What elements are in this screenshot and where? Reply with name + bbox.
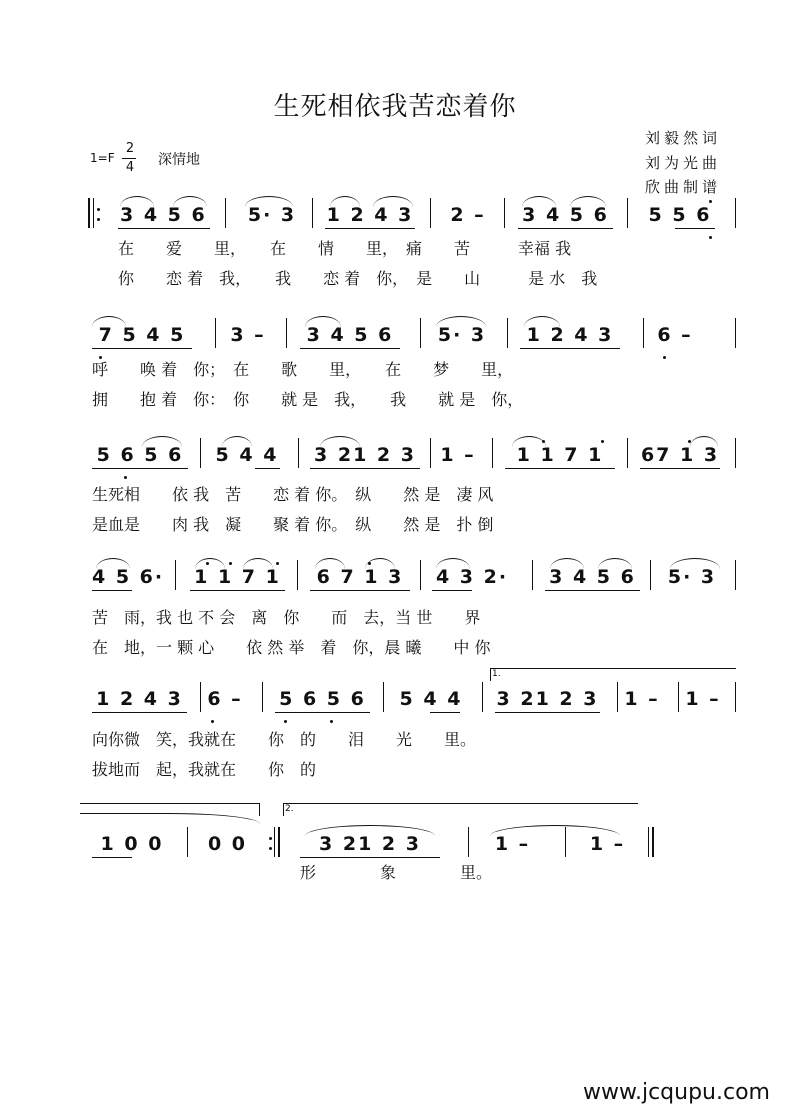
repeat-dot bbox=[97, 208, 100, 211]
lower-octave-dot bbox=[211, 720, 214, 723]
barline bbox=[643, 318, 644, 348]
slur bbox=[80, 813, 260, 824]
barline bbox=[262, 682, 263, 712]
notes-measure: 7 5 4 5 bbox=[98, 324, 186, 346]
notes-measure: 3 4 5 6 bbox=[120, 204, 207, 226]
tempo-marking: 深情地 bbox=[158, 152, 200, 168]
slur bbox=[436, 316, 486, 327]
time-signature-line bbox=[122, 158, 136, 159]
slur bbox=[522, 196, 556, 207]
composer-credit: 刘为光曲 bbox=[645, 154, 722, 172]
beam bbox=[495, 712, 600, 713]
site-watermark: www.jcqupu.com bbox=[583, 1080, 770, 1105]
barline bbox=[735, 438, 736, 468]
notes-measure: 67 1 3 bbox=[640, 444, 720, 466]
barline bbox=[420, 318, 421, 348]
barline bbox=[532, 560, 533, 590]
upper-octave-dot bbox=[368, 562, 371, 565]
upper-octave-dot bbox=[709, 200, 712, 203]
notes-measure: 1 – bbox=[440, 444, 476, 466]
lyric-line-2: 是血是 肉 我 凝 聚 着 你。 纵 然 是 扑 倒 bbox=[92, 515, 494, 534]
notes-measure: 3 4 5 6 bbox=[306, 324, 394, 346]
lyric-line-2: 在 地，一 颗 心 依 然 举 着 你，晨 曦 中 你 bbox=[92, 638, 491, 657]
volta-label: 1. bbox=[492, 669, 501, 679]
slur bbox=[373, 196, 413, 207]
barline bbox=[492, 438, 493, 468]
repeat-dot bbox=[97, 218, 100, 221]
barline bbox=[297, 560, 298, 590]
upper-octave-dot bbox=[276, 562, 279, 565]
notes-measure: 3 4 5 6 bbox=[522, 204, 609, 226]
notes-measure: 6 – bbox=[207, 688, 243, 710]
repeat-end-bar bbox=[278, 827, 280, 857]
beam bbox=[92, 348, 192, 349]
lyric-line-1: 在 爱 里， 在 情 里， 痛 苦 幸福 我 bbox=[118, 239, 572, 258]
beam bbox=[505, 468, 615, 469]
beam bbox=[118, 228, 210, 229]
lower-octave-dot bbox=[330, 720, 333, 723]
time-signature-top: 2 bbox=[125, 141, 135, 156]
slur bbox=[550, 558, 584, 569]
lyric-line-2: 你 恋 着 我， 我 恋 着 你， 是 山 是 水 我 bbox=[118, 269, 598, 288]
barline bbox=[735, 682, 736, 712]
barline bbox=[482, 682, 483, 712]
notes-measure: 4 3 2· bbox=[435, 566, 509, 588]
barline bbox=[735, 318, 736, 348]
slur bbox=[96, 558, 130, 569]
notes-measure: 5 6 5 6 bbox=[96, 444, 184, 466]
barline bbox=[286, 318, 287, 348]
notes-measure: 1 – bbox=[624, 688, 660, 710]
slur bbox=[330, 196, 360, 207]
lower-octave-dot bbox=[663, 356, 666, 359]
barline bbox=[430, 198, 431, 228]
notes-measure: 5 6 5 6 bbox=[279, 688, 366, 710]
notes-measure: 5· 3 bbox=[247, 204, 297, 226]
barline bbox=[420, 560, 421, 590]
notes-measure: 5· 3 bbox=[437, 324, 487, 346]
barline bbox=[215, 318, 216, 348]
time-signature-bottom: 4 bbox=[125, 160, 135, 175]
slur bbox=[142, 436, 182, 447]
notes-measure: 1 – bbox=[685, 688, 721, 710]
upper-octave-dot bbox=[542, 440, 545, 443]
barline bbox=[175, 560, 176, 590]
final-bar bbox=[652, 827, 654, 857]
lyric-line-1: 形 象 里。 bbox=[300, 863, 493, 882]
barline bbox=[648, 827, 649, 857]
notes-measure: 4 5 6· bbox=[92, 566, 165, 588]
notes-measure: 1 2 4 3 bbox=[96, 688, 183, 710]
barline bbox=[735, 560, 736, 590]
barline bbox=[225, 198, 226, 228]
notes-measure: 1 – bbox=[494, 833, 531, 855]
notes-measure: 0 0 bbox=[207, 833, 248, 855]
notes-measure: 3 21 2 3 bbox=[319, 833, 421, 855]
arranger-credit: 欣曲制谱 bbox=[645, 178, 722, 196]
beam bbox=[310, 468, 420, 469]
slur bbox=[598, 558, 632, 569]
beam bbox=[325, 228, 415, 229]
upper-octave-dot bbox=[601, 440, 604, 443]
notes-measure: 6 7 1 3 bbox=[316, 566, 404, 588]
volta-label: 2. bbox=[285, 804, 294, 814]
key-signature: 1=F bbox=[90, 151, 115, 165]
notes-measure: 3 4 5 6 bbox=[549, 566, 636, 588]
barline bbox=[504, 198, 505, 228]
upper-octave-dot bbox=[206, 562, 209, 565]
notes-measure: 6 – bbox=[657, 324, 693, 346]
barline bbox=[200, 682, 201, 712]
lower-octave-dot bbox=[709, 236, 712, 239]
beam bbox=[300, 857, 440, 858]
beam bbox=[432, 590, 472, 591]
repeat-start-bar bbox=[88, 198, 90, 228]
notes-measure: 1 2 4 3 bbox=[326, 204, 414, 226]
barline bbox=[274, 827, 275, 857]
slur bbox=[243, 558, 273, 569]
barline bbox=[298, 438, 299, 468]
barline bbox=[200, 438, 201, 468]
barline bbox=[187, 827, 188, 857]
slur bbox=[222, 436, 252, 447]
barline bbox=[468, 827, 469, 857]
notes-measure: 5 4 4 bbox=[399, 688, 463, 710]
upper-octave-dot bbox=[688, 440, 691, 443]
song-title: 生死相依我苦恋着你 bbox=[273, 92, 517, 122]
lyric-line-1: 生死相 依 我 苦 恋 着 你。 纵 然 是 凄 风 bbox=[92, 485, 494, 504]
notes-measure: 5· 3 bbox=[667, 566, 717, 588]
slur bbox=[524, 316, 560, 327]
barline bbox=[617, 682, 618, 712]
notes-measure: 3 21 2 3 bbox=[314, 444, 416, 466]
beam bbox=[92, 857, 132, 858]
barline bbox=[93, 198, 94, 228]
slur bbox=[436, 558, 470, 569]
upper-octave-dot bbox=[229, 562, 232, 565]
lyric-line-1: 向你微 笑，我就在 你 的 泪 光 里。 bbox=[92, 730, 477, 749]
slur bbox=[670, 558, 720, 569]
lower-octave-dot bbox=[124, 476, 127, 479]
repeat-dot bbox=[269, 837, 272, 840]
beam bbox=[518, 228, 613, 229]
notes-measure: 2 – bbox=[450, 204, 486, 226]
slur bbox=[320, 436, 360, 447]
beam bbox=[190, 590, 285, 591]
slur bbox=[305, 316, 341, 327]
slur bbox=[120, 196, 154, 207]
beam bbox=[255, 468, 280, 469]
slur bbox=[490, 825, 620, 836]
barline bbox=[383, 682, 384, 712]
lower-octave-dot bbox=[284, 720, 287, 723]
notes-measure: 5 4 4 bbox=[215, 444, 279, 466]
barline bbox=[312, 198, 313, 228]
barline bbox=[507, 318, 508, 348]
beam bbox=[640, 468, 720, 469]
slur bbox=[512, 436, 546, 447]
beam bbox=[275, 712, 370, 713]
barline bbox=[735, 198, 736, 228]
barline bbox=[627, 438, 628, 468]
lyric-line-1: 苦 雨，我 也 不 会 离 你 而 去，当 世 界 bbox=[92, 608, 481, 627]
beam bbox=[675, 228, 715, 229]
lyric-line-1: 呼 唤 着 你； 在 歌 里， 在 梦 里， bbox=[92, 360, 514, 379]
slur bbox=[690, 436, 718, 447]
beam bbox=[300, 348, 400, 349]
notes-measure: 1 0 0 bbox=[100, 833, 164, 855]
barline bbox=[627, 198, 628, 228]
notes-measure: 1 1 7 1 bbox=[516, 444, 604, 466]
notes-measure: 5 5 6 bbox=[648, 204, 712, 226]
beam bbox=[92, 712, 187, 713]
lyric-line-2: 拔地而 起，我就在 你 的 bbox=[92, 760, 317, 779]
slur bbox=[245, 196, 293, 207]
slur bbox=[173, 196, 207, 207]
slur bbox=[570, 196, 606, 207]
slur bbox=[92, 316, 126, 327]
lyric-line-2: 拥 抱 着 你： 你 就 是 我， 我 就 是 你， bbox=[92, 390, 524, 409]
slur bbox=[305, 825, 435, 836]
slur bbox=[195, 558, 225, 569]
repeat-dot bbox=[269, 847, 272, 850]
beam bbox=[545, 590, 640, 591]
beam bbox=[520, 348, 620, 349]
slur bbox=[315, 558, 345, 569]
beam bbox=[310, 590, 410, 591]
lyricist-credit: 刘毅然词 bbox=[645, 129, 722, 147]
barline bbox=[650, 560, 651, 590]
notes-measure: 3 – bbox=[230, 324, 266, 346]
notes-measure: 3 21 2 3 bbox=[496, 688, 599, 710]
beam bbox=[92, 590, 132, 591]
notes-measure: 1 2 4 3 bbox=[526, 324, 614, 346]
beam bbox=[92, 468, 188, 469]
beam bbox=[430, 712, 460, 713]
barline bbox=[678, 682, 679, 712]
notes-measure: 1 – bbox=[589, 833, 626, 855]
barline bbox=[430, 438, 431, 468]
notes-measure: 1 1 7 1 bbox=[194, 566, 281, 588]
